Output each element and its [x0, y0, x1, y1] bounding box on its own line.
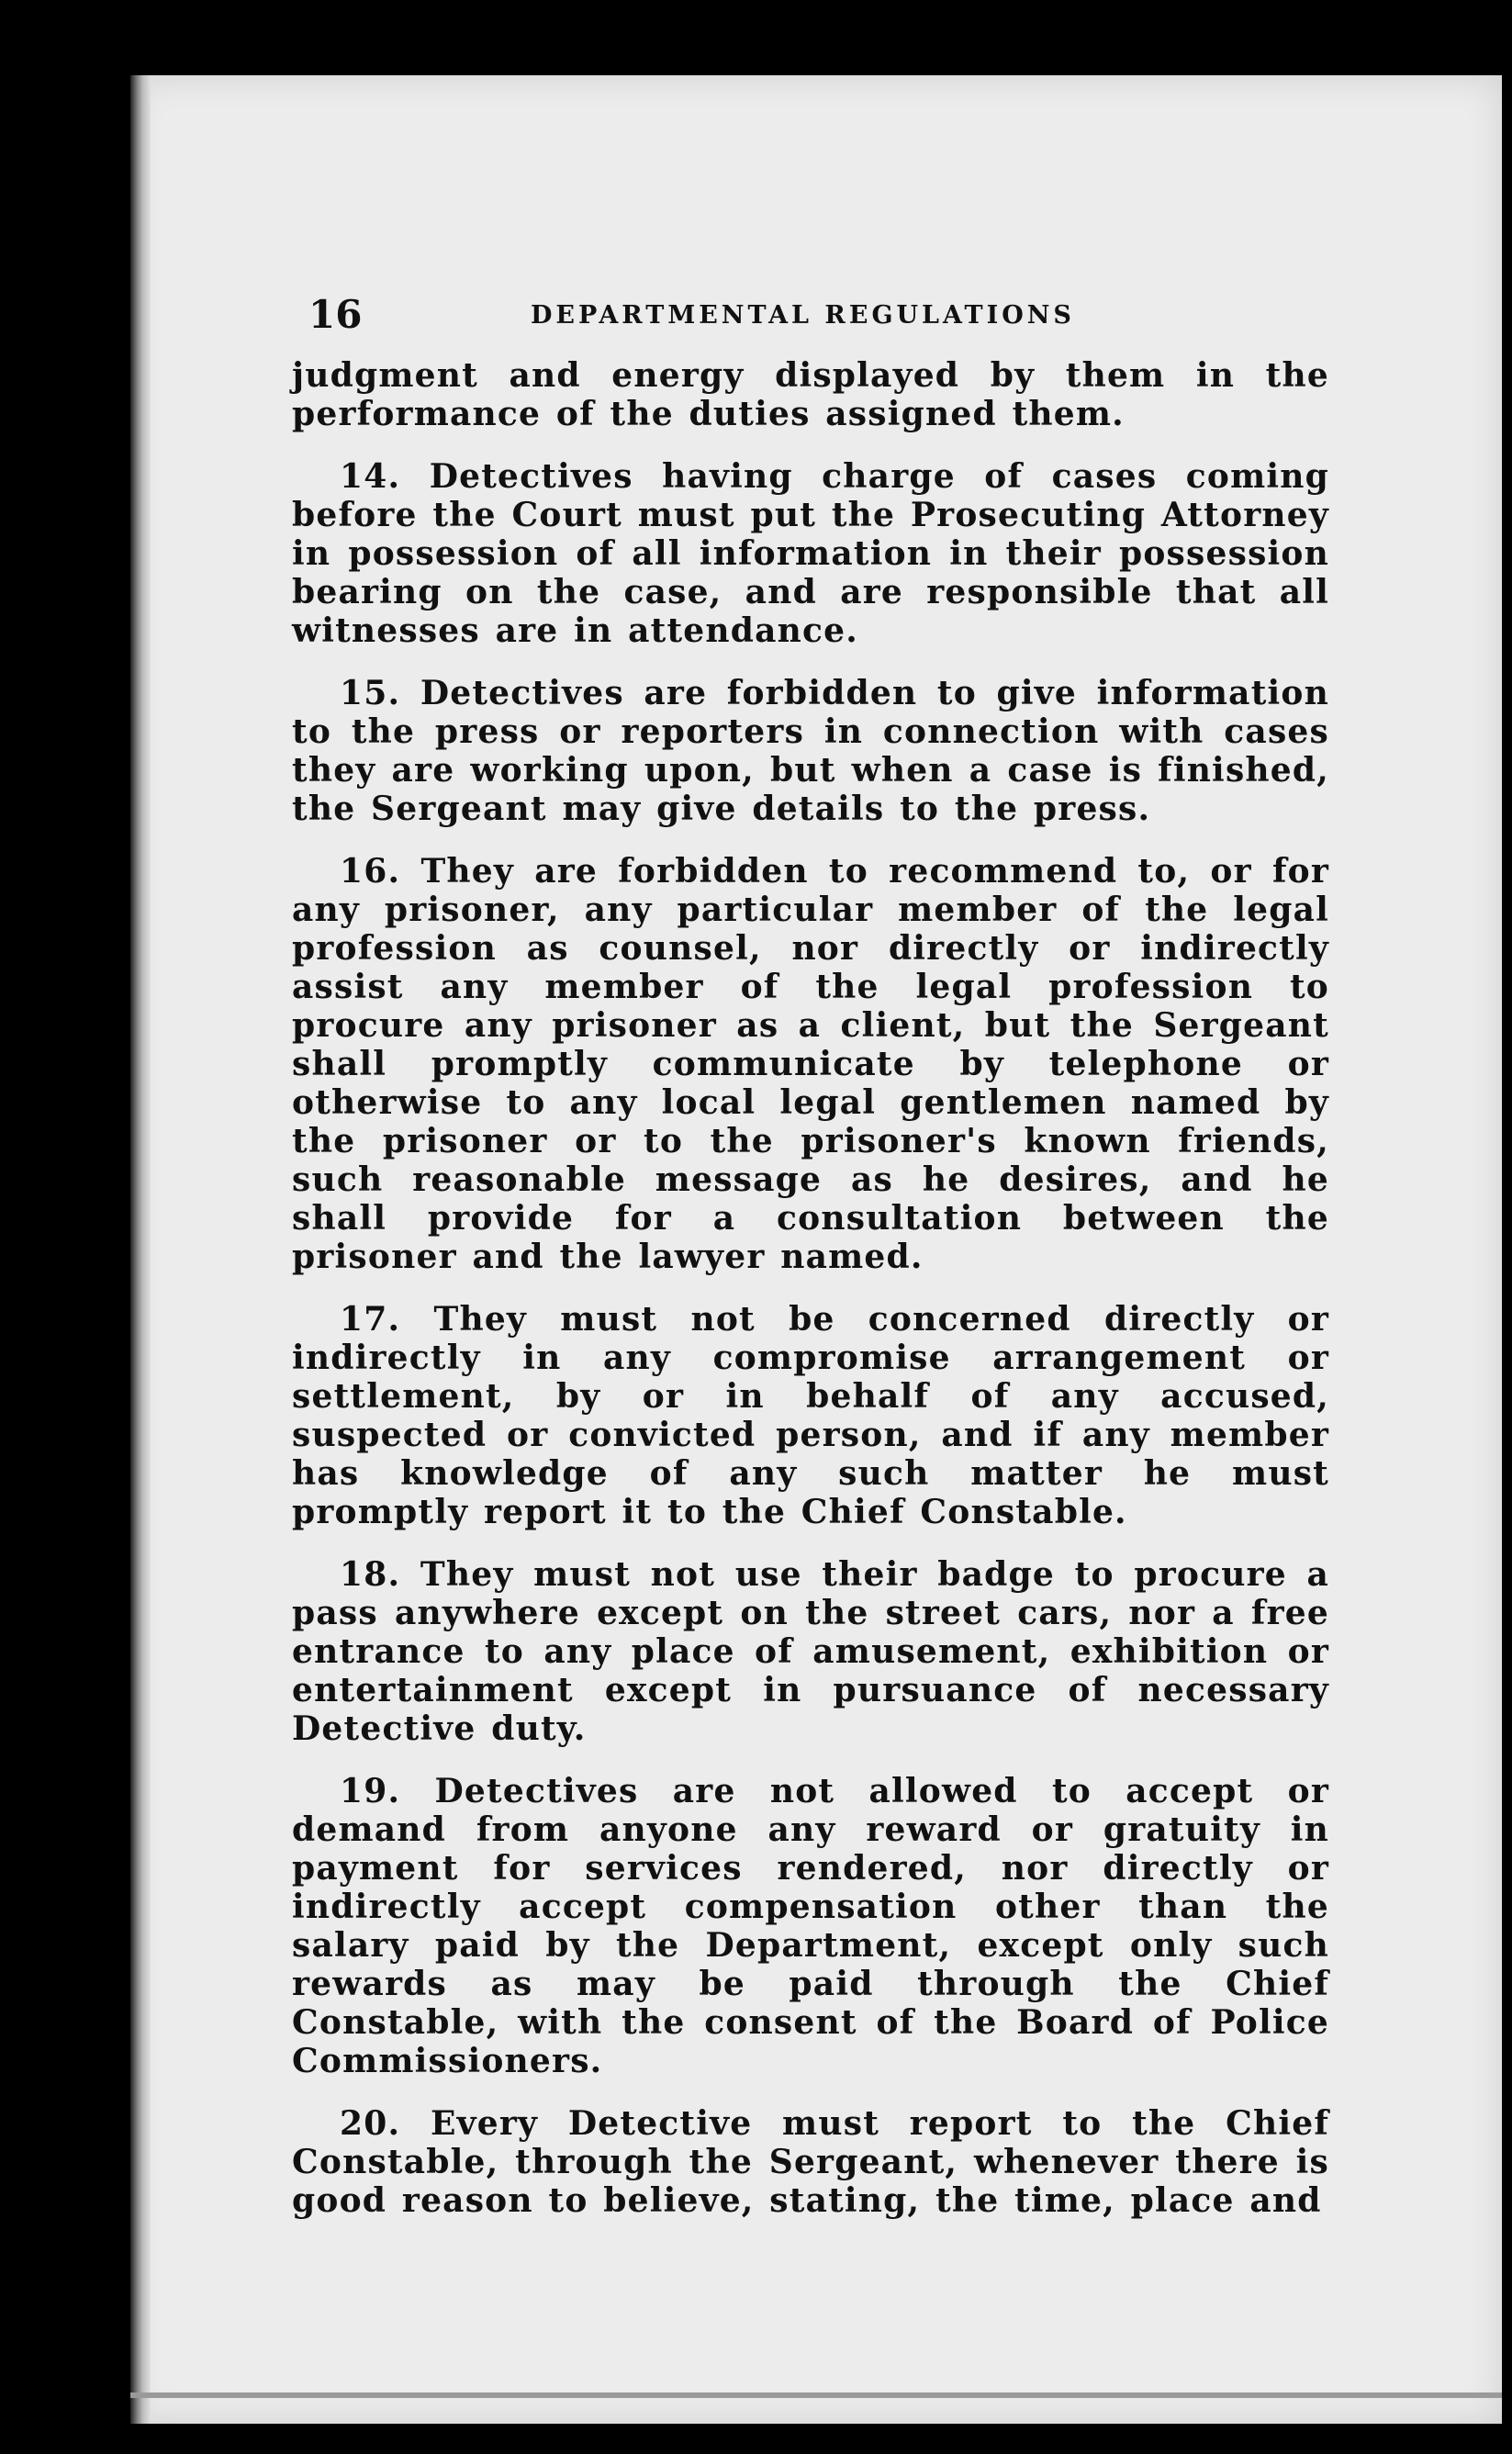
running-head [292, 292, 1329, 356]
paragraph-number: 15. [340, 674, 401, 712]
paragraph-number: 20. [340, 2104, 401, 2143]
regulation-paragraph-17 [292, 1300, 1329, 1531]
page-number: 16 [308, 292, 363, 337]
paragraph-text: They are forbidden to recommend to, or for any prisoner, any particular member of the legal profession as counsel, nor directly or indirectly assist any member of the legal profession to procure any prisoner as a client, but the Sergeant shall promptly communicate by telephone or otherwise to any local legal gentlemen named by the prisoner or to the prisoner's known friends, such reasonable message as he desires, and he shall provide for a consultation between the prisoner and the lawyer named. [292, 852, 1330, 1276]
regulation-paragraph-19 [292, 1772, 1329, 2080]
regulation-paragraph-16 [292, 852, 1329, 1276]
paragraph-number: 19. [340, 1772, 401, 1810]
regulation-paragraph-20 [292, 2104, 1329, 2220]
page-text-block [292, 292, 1329, 2244]
paragraph-text: Every Detective must report to the Chief Constable, through the Sergeant, whenever there is good reason to believe, stating, the time, place and [292, 2104, 1330, 2220]
paragraph-continued [292, 356, 1329, 433]
page-bottom-edge [130, 2392, 1502, 2398]
paragraph-number: 17. [340, 1300, 401, 1339]
regulation-paragraph-14 [292, 457, 1329, 650]
paragraph-text: They must not use their badge to procure a pass anywhere except on the street cars, nor a free entrance to any place of amusement, exhibition or entertainment except in pursuance of necessary Detective duty. [292, 1555, 1330, 1748]
paragraph-text: Detectives are not allowed to accept or demand from anyone any reward or gratuity in payment for services rendered, nor directly or indirectly accept compensation other than the salary paid by the Department, except only such rewards as may be paid through the Chief Constable, with the consent of the Board of Police Commissioners. [292, 1772, 1329, 2080]
paragraph-text: Detectives are forbidden to give information to the press or reporters in connection with cases they are working upon, but when a case is finished, the Sergeant may give details to the press. [292, 674, 1330, 828]
paragraph-text: judgment and energy displayed by them in the performance of the duties assigned them. [292, 356, 1329, 433]
paragraph-number: 14. [340, 457, 401, 496]
regulation-paragraph-15 [292, 674, 1329, 828]
regulation-paragraph-18 [292, 1555, 1329, 1748]
paragraph-text: Detectives having charge of cases coming before the Court must put the Prosecuting Attorney in possession of all information in their possession bearing on the case, and are responsible that all witnesses are in attendance. [292, 457, 1329, 650]
paragraph-number: 16. [340, 852, 401, 891]
running-head-title: DEPARTMENTAL REGULATIONS [531, 301, 1075, 330]
book-binding-edge [130, 75, 151, 2424]
paragraph-text: They must not be concerned directly or indirectly in any compromise arrangement or settlement, by or in behalf of any accused, suspected or convicted person, and if any member has knowledge of any such matter he must promptly report it to the Chief Constable. [292, 1300, 1330, 1531]
paragraph-number: 18. [340, 1555, 401, 1594]
